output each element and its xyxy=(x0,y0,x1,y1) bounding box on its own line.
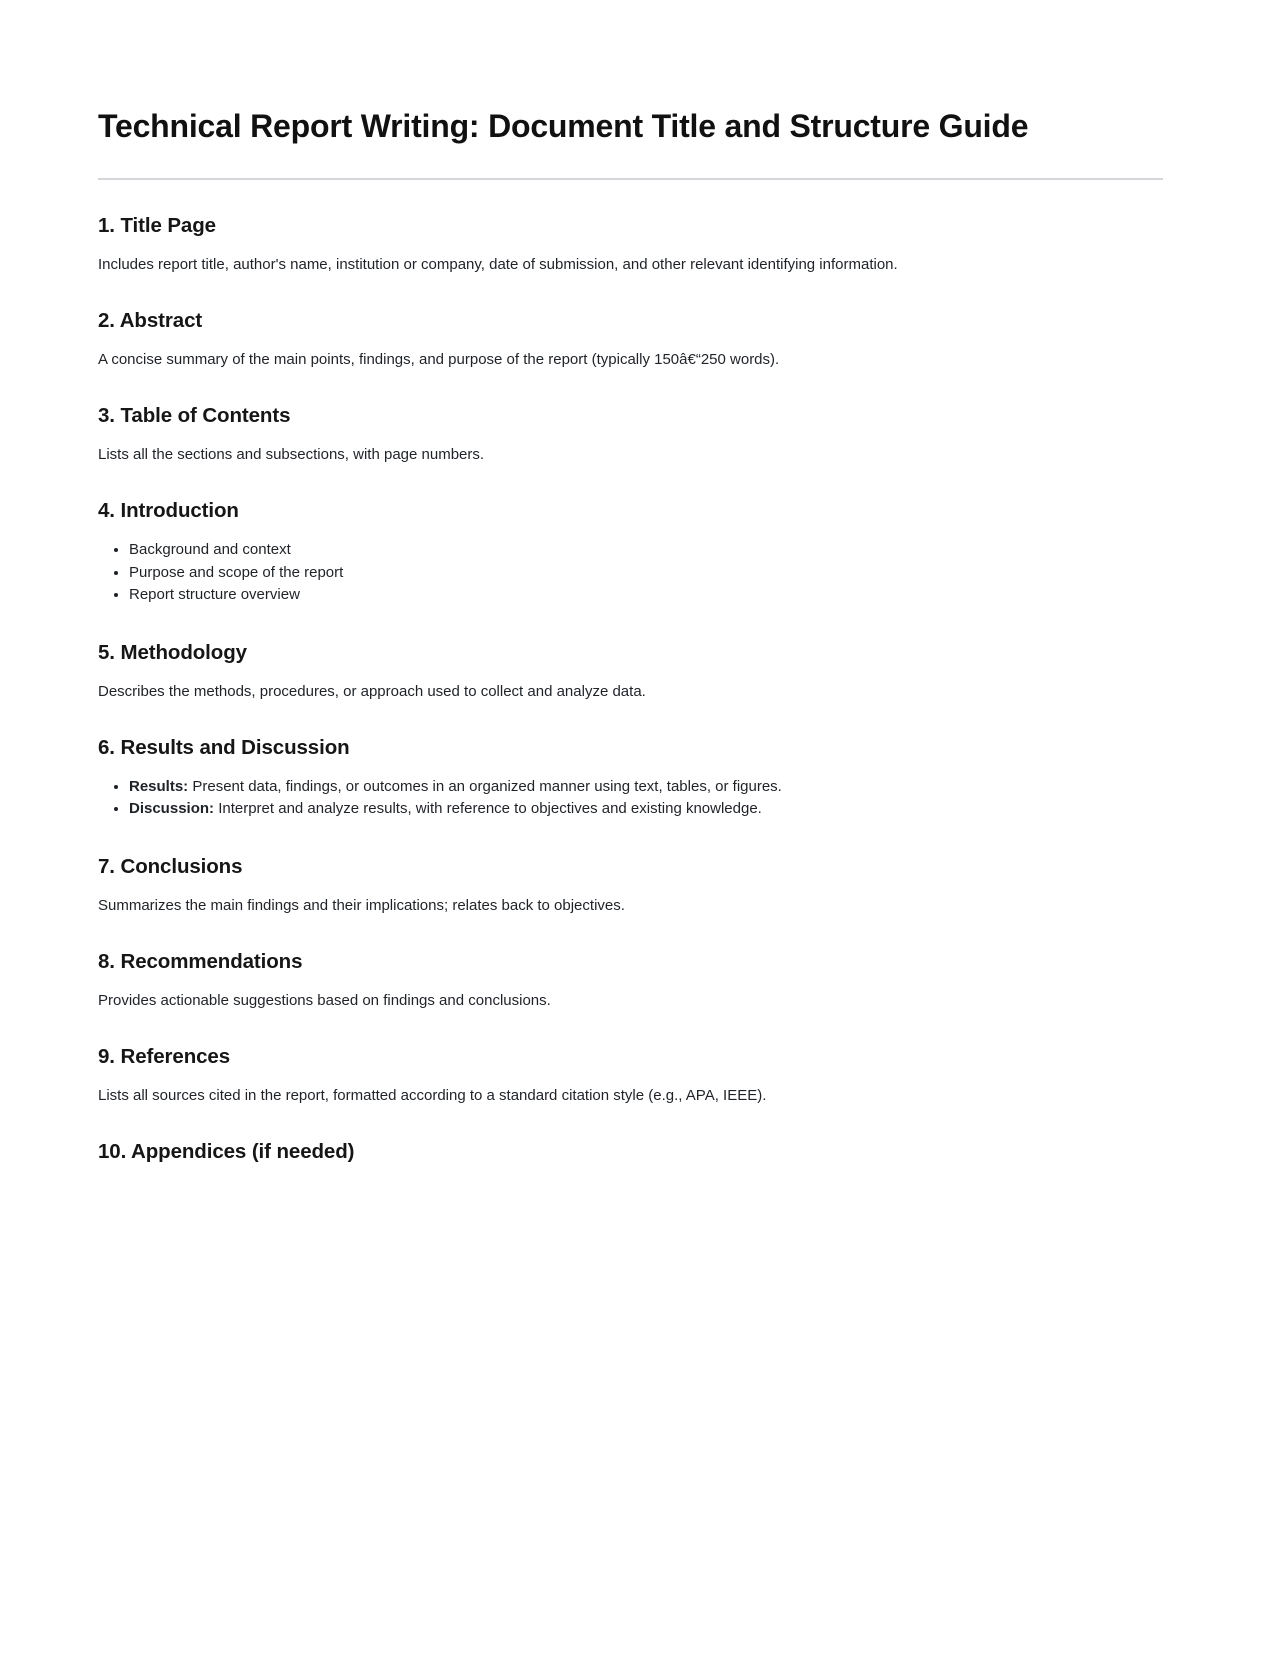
section-heading: 5. Methodology xyxy=(98,640,247,664)
section-abstract xyxy=(98,308,1163,370)
section-methodology xyxy=(98,640,1163,702)
section-body: Lists all sources cited in the report, formatted according to a standard citation style (e.g., APA, IEEE). xyxy=(98,1086,767,1104)
list-item-lead: Discussion: xyxy=(129,800,215,817)
bullet-list xyxy=(98,539,1163,607)
section-body: Lists all the sections and subsections, with page numbers. xyxy=(98,446,485,463)
section-table-of-contents xyxy=(98,403,1163,465)
section-recommendations xyxy=(98,949,1163,1011)
section-title-page xyxy=(98,213,1163,275)
list-item xyxy=(129,539,1163,562)
list-item xyxy=(129,798,1163,821)
section-heading: 7. Conclusions xyxy=(98,854,243,878)
section-body: A concise summary of the main points, findings, and purpose of the report (typically 150â€“250 words). xyxy=(98,351,780,368)
list-item-text: Report structure overview xyxy=(129,586,300,603)
section-conclusions xyxy=(98,854,1163,916)
section-heading: 3. Table of Contents xyxy=(98,404,291,427)
section-heading: 1. Title Page xyxy=(98,214,216,237)
list-item-text: Interpret and analyze results, with reference to objectives and existing knowledge. xyxy=(214,800,762,817)
section-heading: 10. Appendices (if needed) xyxy=(98,1139,355,1163)
section-heading: 2. Abstract xyxy=(98,309,203,332)
section-body: Provides actionable suggestions based on findings and conclusions. xyxy=(98,991,551,1009)
list-item-text: Present data, findings, or outcomes in an organized manner using text, tables, or figures. xyxy=(188,777,782,795)
section-appendices xyxy=(98,1139,1163,1165)
list-item xyxy=(129,776,1163,799)
section-body: Describes the methods, procedures, or approach used to collect and analyze data. xyxy=(98,682,646,700)
list-item-lead: Results: xyxy=(129,777,189,795)
page-title: Technical Report Writing: Document Title and Structure Guide xyxy=(98,108,1029,144)
section-results-discussion xyxy=(98,735,1163,821)
section-heading: 8. Recommendations xyxy=(98,949,303,973)
list-item xyxy=(129,562,1163,585)
section-body: Summarizes the main findings and their implications; relates back to objectives. xyxy=(98,896,625,914)
section-references xyxy=(98,1044,1163,1106)
section-introduction xyxy=(98,498,1163,607)
section-heading: 6. Results and Discussion xyxy=(98,735,350,759)
section-heading: 9. References xyxy=(98,1044,231,1068)
section-body: Includes report title, author's name, institution or company, date of submission, and other relevant identifying information. xyxy=(98,256,898,273)
section-heading: 4. Introduction xyxy=(98,499,239,522)
document-page xyxy=(98,104,1163,1165)
title-divider xyxy=(98,178,1163,180)
list-item-text: Background and context xyxy=(129,541,291,558)
list-item xyxy=(129,584,1163,607)
bullet-list xyxy=(98,776,1163,821)
list-item-text: Purpose and scope of the report xyxy=(129,563,344,581)
